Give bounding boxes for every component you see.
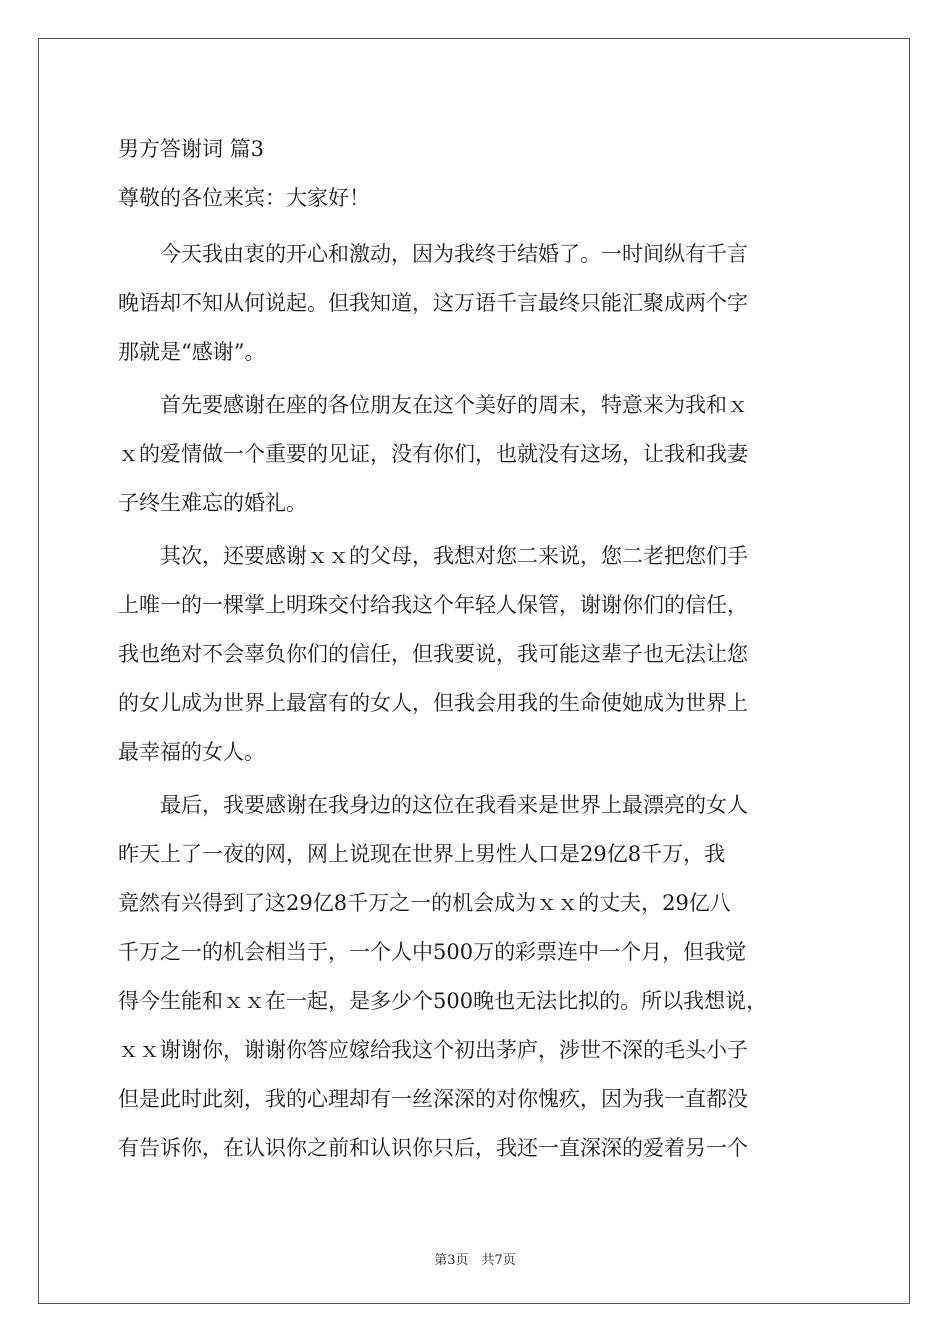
paragraph-line: 千万之一的机会相当于，一个人中500万的彩票连中一个月，但我觉 [118, 940, 747, 964]
paragraph-line: 最幸福的女人。 [118, 740, 265, 764]
paragraph-line: 竟然有兴得到了这29亿8千万之一的机会成为ｘｘ的丈夫，29亿八 [118, 891, 731, 915]
paragraph-line: 首先要感谢在座的各位朋友在这个美好的周末，特意来为我和ｘ [118, 393, 748, 417]
paragraph-3 [118, 532, 838, 777]
paragraph-line: 子终生难忘的婚礼。 [118, 491, 307, 515]
paragraph-line: 有告诉你，在认识你之前和认识你只后，我还一直深深的爱着另一个 [118, 1136, 748, 1160]
paragraph-line: 但是此时此刻，我的心理却有一丝深深的对你愧疚，因为我一直都没 [118, 1087, 748, 1111]
paragraph-line: 今天我由衷的开心和激动，因为我终于结婚了。一时间纵有千言 [118, 242, 748, 266]
paragraph-line: 那就是“感谢”。 [118, 340, 266, 364]
paragraph-1 [118, 230, 838, 377]
salutation: 尊敬的各位来宾：大家好！ [118, 186, 370, 210]
paragraph-line: 上唯一的一棵掌上明珠交付给我这个年轻人保管，谢谢你们的信任， [118, 593, 748, 617]
paragraph-line: 晚语却不知从何说起。但我知道，这万语千言最终只能汇聚成两个字 [118, 291, 748, 315]
paragraph-line: 我也绝对不会辜负你们的信任，但我要说，我可能这辈子也无法让您 [118, 642, 748, 666]
page-number-footer: 第3页 共7页 [434, 1253, 516, 1268]
paragraph-line: 最后，我要感谢在我身边的这位在我看来是世界上最漂亮的女人 [118, 793, 748, 817]
paragraph-4 [118, 781, 838, 1173]
paragraph-line: 得今生能和ｘｘ在一起，是多少个500晚也无法比拟的。所以我想说， [118, 989, 768, 1013]
paragraph-2 [118, 381, 838, 528]
paragraph-line: ｘ的爱情做一个重要的见证，没有你们，也就没有这场，让我和我妻 [118, 442, 748, 466]
paragraph-line: 其次，还要感谢ｘｘ的父母，我想对您二来说，您二老把您们手 [118, 544, 748, 568]
paragraph-line: ｘｘ谢谢你，谢谢你答应嫁给我这个初出茅庐，涉世不深的毛头小子 [118, 1038, 748, 1062]
paragraph-line: 昨天上了一夜的网，网上说现在世界上男性人口是29亿8千万，我 [118, 842, 726, 866]
document-body [118, 130, 838, 1173]
paragraph-line: 的女儿成为世界上最富有的女人，但我会用我的生命使她成为世界上 [118, 691, 748, 715]
document-title: 男方答谢词 篇3 [118, 137, 265, 161]
